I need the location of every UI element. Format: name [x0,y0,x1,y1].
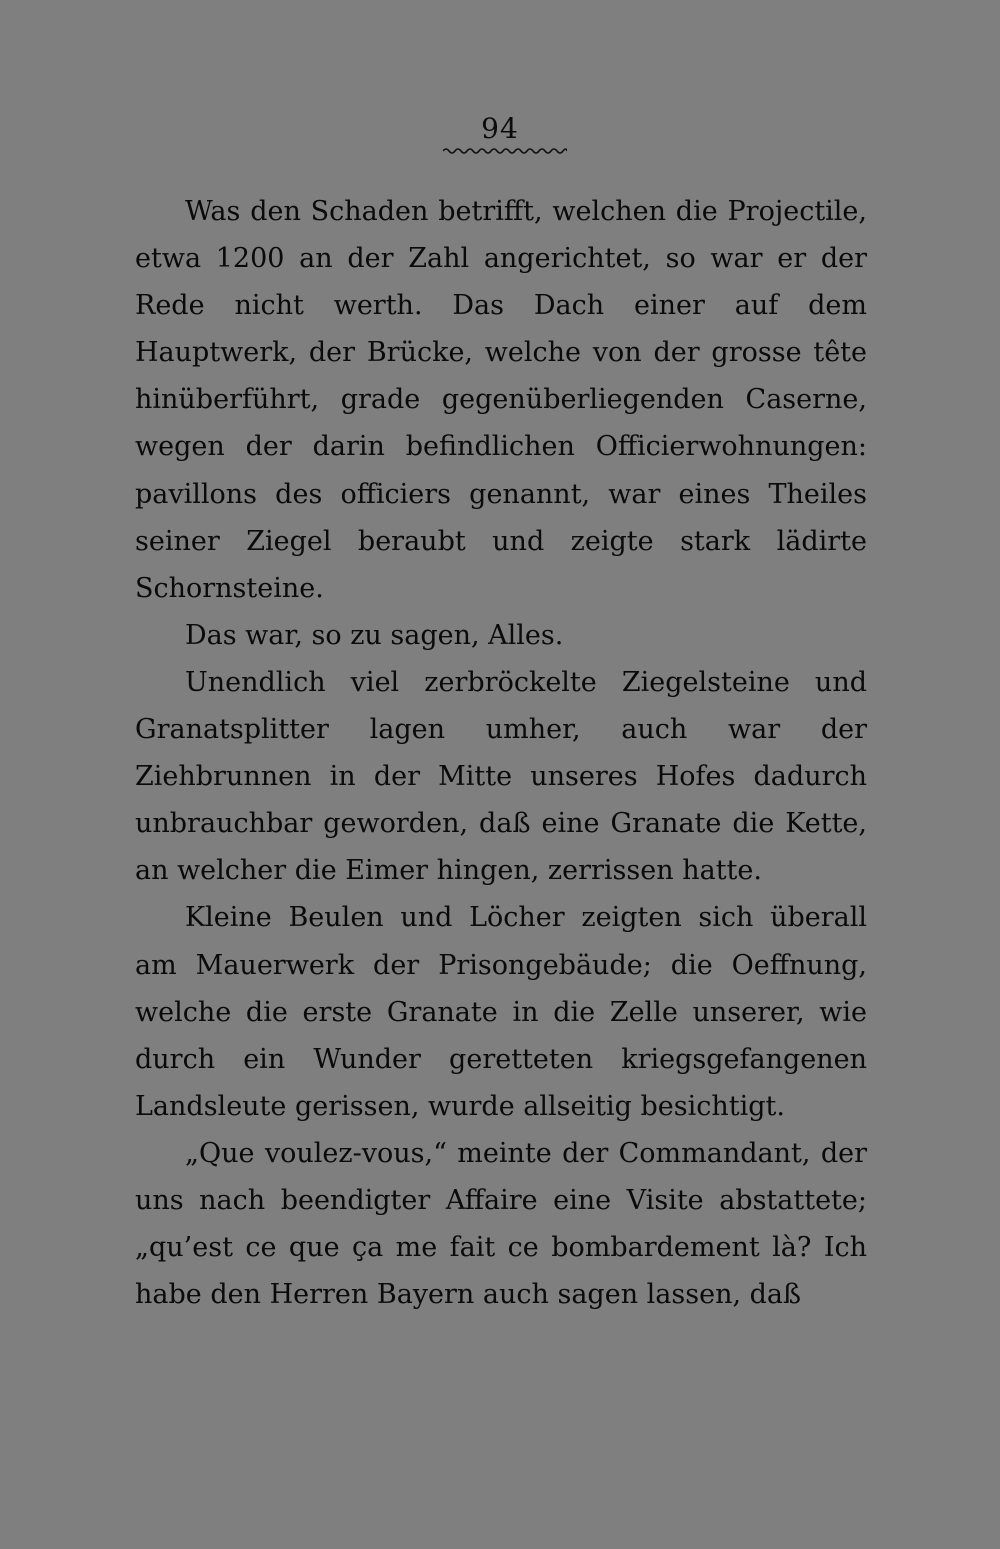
body-text [135,188,867,1318]
paragraph-commandant: „Que voulez-vous,“ meinte der Commandant, der uns nach beendigter Affaire eine Visite abstattete; „qu’est ce que ça me fait ce bombardement là? Ich habe den Herren Bayern auch sagen lassen, daß [135,1137,867,1311]
paragraph-everything: Das war, so zu sagen, Alles. [185,619,564,651]
paragraph-damage: Was den Schaden betrifft, welchen die Projectile, etwa 1200 an der Zahl angerichtet, so war er der Rede nicht werth. Das Dach einer auf dem Hauptwerk, der Brücke, welche von der grosse tête hinüberführt, grade gegenüberliegenden Caserne, wegen der darin befindlichen Officierwohnungen: pavillons des officiers genannt, war eines Theiles seiner Ziegel beraubt und zeigte stark lädirte Schornsteine. [135,196,867,604]
paragraph-dents: Kleine Beulen und Löcher zeigten sich überall am Mauerwerk der Prisongebäude; die Oeffnung, welche die erste Granate in die Zelle unserer, wie durch ein Wunder geretteten kriegsgefangenen Landsleute gerissen, wurde allseitig besichtigt. [135,902,867,1122]
paragraph-debris: Unendlich viel zerbröckelte Ziegelsteine und Granatsplitter lagen umher, auch war der Ziehbrunnen in der Mitte unseres Hofes dadurch unbrauchbar geworden, daß eine Granate die Kette, an welcher die Eimer hingen, zerrissen hatte. [135,666,867,887]
page-number: 94 [481,112,519,145]
wavy-rule-ornament [443,146,567,156]
